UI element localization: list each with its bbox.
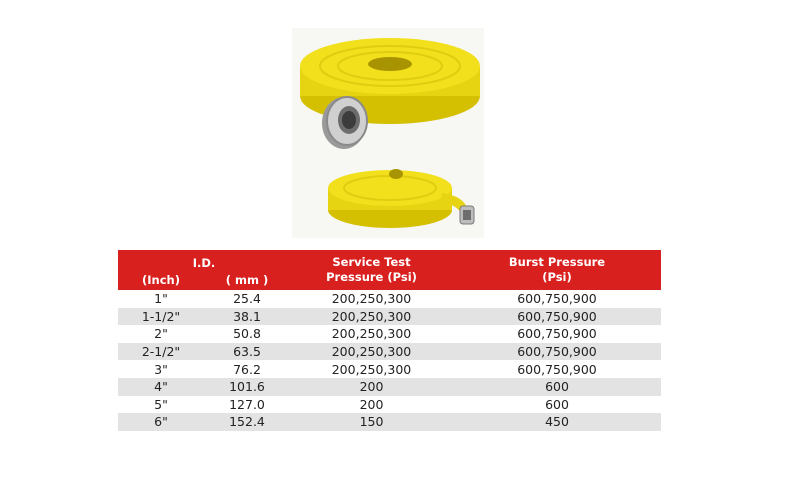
cell-inch: 1-1/2" xyxy=(141,308,181,324)
header-mm: ( mm ) xyxy=(225,273,269,287)
table-header-row xyxy=(118,250,661,290)
bottom-hose-coil xyxy=(328,169,468,228)
cell-service-pressure: 200,250,300 xyxy=(331,326,412,342)
header-burst-pressure xyxy=(453,250,661,290)
cell-burst-pressure: 450 xyxy=(545,414,569,430)
cell-burst-pressure: 600 xyxy=(545,379,569,395)
cell-mm: 101.6 xyxy=(229,379,265,395)
cell-service-pressure: 200 xyxy=(359,396,384,412)
header-id xyxy=(118,250,290,290)
table-row xyxy=(118,360,661,378)
cell-mm: 127.0 xyxy=(229,396,265,412)
header-service-line1: Service Test xyxy=(332,255,411,269)
table-row xyxy=(118,413,661,431)
table-row xyxy=(118,396,661,414)
table-row xyxy=(118,290,661,308)
cell-mm: 25.4 xyxy=(233,291,261,307)
header-inch: (Inch) xyxy=(142,273,180,287)
header-id-label: I.D. xyxy=(192,256,216,270)
cell-burst-pressure: 600,750,900 xyxy=(517,326,597,342)
table-row xyxy=(118,325,661,343)
cell-inch: 1" xyxy=(154,291,168,307)
cell-service-pressure: 200 xyxy=(359,379,384,395)
cell-inch: 2" xyxy=(154,326,168,342)
cell-service-pressure: 200,250,300 xyxy=(331,344,412,360)
cell-service-pressure: 150 xyxy=(359,414,384,430)
cell-inch: 5" xyxy=(154,396,168,412)
table-row xyxy=(118,343,661,361)
top-coupling xyxy=(322,97,367,149)
table-row xyxy=(118,378,661,396)
cell-service-pressure: 200,250,300 xyxy=(331,291,412,307)
specification-table xyxy=(118,250,661,431)
cell-burst-pressure: 600,750,900 xyxy=(517,344,597,360)
cell-mm: 38.1 xyxy=(233,308,261,324)
cell-inch: 2-1/2" xyxy=(141,344,181,360)
cell-mm: 76.2 xyxy=(233,361,261,377)
header-service-line2: Pressure (Psi) xyxy=(326,270,417,284)
cell-mm: 152.4 xyxy=(229,414,265,430)
table-row xyxy=(118,308,661,326)
cell-burst-pressure: 600,750,900 xyxy=(517,361,597,377)
cell-burst-pressure: 600,750,900 xyxy=(517,308,597,324)
cell-inch: 4" xyxy=(154,379,168,395)
cell-burst-pressure: 600,750,900 xyxy=(517,291,597,307)
product-image xyxy=(292,28,484,238)
cell-burst-pressure: 600 xyxy=(545,396,569,412)
header-burst-line2: (Psi) xyxy=(542,270,572,284)
hose-coils-illustration xyxy=(292,28,484,238)
cell-mm: 63.5 xyxy=(233,344,261,360)
cell-service-pressure: 200,250,300 xyxy=(331,308,412,324)
cell-inch: 6" xyxy=(154,414,168,430)
header-burst-line1: Burst Pressure xyxy=(508,255,606,269)
cell-inch: 3" xyxy=(154,361,168,377)
bottom-coupling xyxy=(460,206,474,224)
cell-service-pressure: 200,250,300 xyxy=(331,361,412,377)
header-service-test-pressure xyxy=(290,250,453,290)
cell-mm: 50.8 xyxy=(233,326,261,342)
